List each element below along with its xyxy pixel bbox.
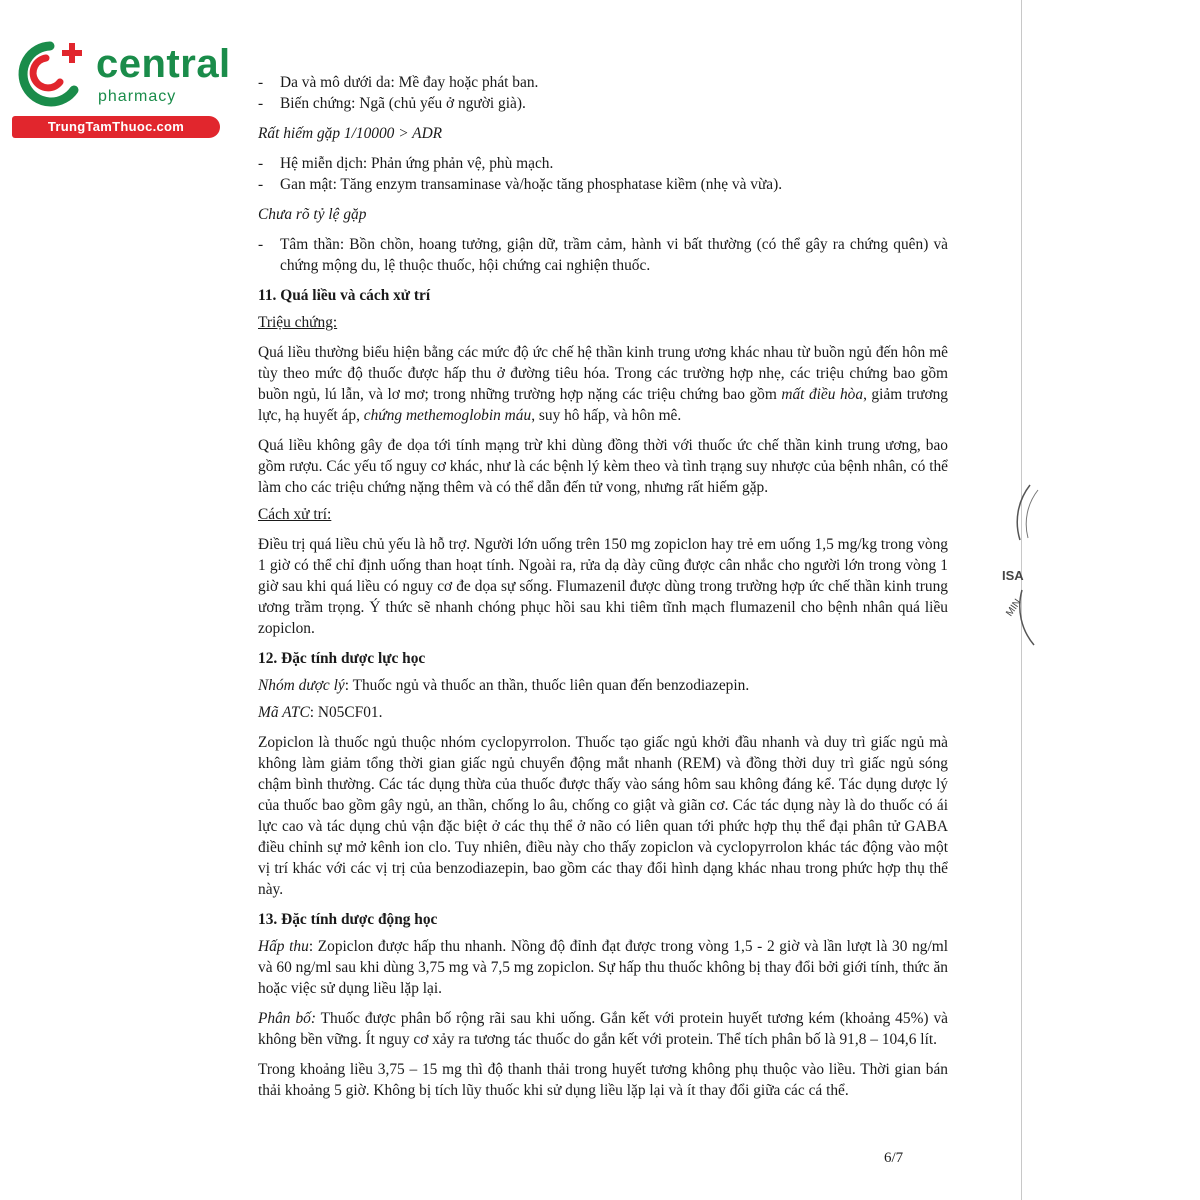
stamp-fragment-isa: ISA bbox=[1002, 568, 1024, 583]
logo-brand: central bbox=[96, 42, 231, 86]
paragraph: Zopiclon là thuốc ngủ thuộc nhóm cyclopyrrolon. Thuốc tạo giấc ngủ khởi đầu nhanh và duy trì giấc ngủ mà không làm giảm tổng thời gian giấc ngủ chuyển động mắt nhanh (REM) và đồng thời duy trì giấc ngủ sóng chậm bình thường. Các tác dụng thừa của thuốc được thấy vào sáng hôm sau không đáng kể. Tác dụng dược lý của thuốc bao gồm gây ngủ, an thần, chống lo âu, chống co giật và giãn cơ. Các tác dụng này là do thuốc có ái lực cao và tác dụng chủ vận đặc biệt ở các thụ thể ở não có liên quan tới phức hợp thụ thể đại phân tử GABA điều chỉnh sự mở kênh ion clo. Tuy nhiên, điều này cho thấy zopiclon và cyclopyrrolon khác tác động vào một vị trí khác với các vị trị của benzodiazepin, bao gồm các thay đổi hình dạng khác nhau trong phức hợp thụ thể này. bbox=[258, 734, 948, 898]
document-body bbox=[258, 72, 948, 1101]
list-item: - Biến chứng: Ngã (chủ yếu ở người già). bbox=[258, 95, 526, 112]
list-item: - Hệ miễn dịch: Phản ứng phản vệ, phù mạch. bbox=[258, 155, 554, 172]
central-pharmacy-logo bbox=[10, 36, 231, 146]
subheading-treatment: Cách xử trí: bbox=[258, 506, 332, 523]
list-item: - Gan mật: Tăng enzym transaminase và/hoặc tăng phosphatase kiềm (nhẹ và vừa). bbox=[258, 176, 783, 193]
list-item: - Tâm thần: Bồn chồn, hoang tưởng, giận dữ, trầm cảm, hành vi bất thường (có thể gây ra chứng quên) và chứng mộng du, lệ thuộc thuốc, hội chứng cai nghiện thuốc. bbox=[258, 236, 948, 274]
frequency-heading: Rất hiếm gặp 1/10000 > ADR bbox=[258, 125, 443, 142]
subheading-symptoms: Triệu chứng: bbox=[258, 314, 338, 331]
logo-website-banner: TrungTamThuoc.com bbox=[12, 116, 220, 138]
paragraph: Mã ATC: N05CF01. bbox=[258, 704, 383, 721]
list-item: - Da và mô dưới da: Mề đay hoặc phát ban. bbox=[258, 74, 539, 91]
logo-subtitle: pharmacy bbox=[98, 88, 177, 105]
page-number: 6/7 bbox=[884, 1150, 904, 1166]
partial-stamp bbox=[990, 480, 1050, 650]
paragraph: Nhóm dược lý: Thuốc ngủ và thuốc an thần, thuốc liên quan đến benzodiazepin. bbox=[258, 677, 750, 694]
section-11-title: 11. Quá liều và cách xử trí bbox=[258, 287, 431, 304]
paragraph: Trong khoảng liều 3,75 – 15 mg thì độ thanh thải trong huyết tương không phụ thuộc vào liều. Thời gian bán thải khoảng 5 giờ. Không bị tích lũy thuốc khi sử dụng liều lặp lại và ít thay đổi giữa các cá thể. bbox=[258, 1061, 948, 1099]
paragraph: Hấp thu: Zopiclon được hấp thu nhanh. Nồng độ đỉnh đạt được trong vòng 1,5 - 2 giờ và lần lượt là 30 ng/ml và 60 ng/ml sau khi dùng 3,75 mg và 7,5 mg zopiclon. Sự hấp thu thuốc không bị thay đổi bởi giới tính, thức ăn hoặc việc sử dụng liều lặp lại. bbox=[258, 938, 948, 997]
paragraph: Quá liều không gây đe dọa tới tính mạng trừ khi dùng đồng thời với thuốc ức chế thần kinh trung ương, bao gồm rượu. Các yếu tố nguy cơ khác, như là các bệnh lý kèm theo và tình trạng suy nhược của bệnh nhân, có thể làm cho các triệu chứng nặng thêm và có thể dẫn đến tử vong, nhưng rất hiếm gặp. bbox=[258, 437, 948, 496]
frequency-heading: Chưa rõ tỷ lệ gặp bbox=[258, 206, 367, 223]
section-12-title: 12. Đặc tính dược lực học bbox=[258, 650, 426, 667]
section-13-title: 13. Đặc tính dược động học bbox=[258, 911, 438, 928]
pharmacy-cross-icon bbox=[10, 38, 90, 108]
stamp-fragment-min: MIN bbox=[1004, 597, 1024, 619]
paragraph: Điều trị quá liều chủ yếu là hỗ trợ. Người lớn uống trên 150 mg zopiclon hay trẻ em uống 1,5 mg/kg trong vòng 1 giờ có thể chỉ định uống than hoạt tính. Ngoài ra, rửa dạ dày cũng được cân nhắc cho người lớn trong vòng 1 giờ sau khi quá liều có nguy cơ đe dọa sự sống. Flumazenil được dùng trong trường hợp ức chế thần kinh trung ương trầm trọng. Ý thức sẽ nhanh chóng phục hồi sau khi tiêm tĩnh mạch flumazenil cho bệnh nhân quá liều zopiclon. bbox=[258, 536, 948, 637]
paragraph: Phân bố: Thuốc được phân bố rộng rãi sau khi uống. Gắn kết với protein huyết tương kém (khoảng 45%) và không bền vững. Ít nguy cơ xảy ra tương tác thuốc do gắn kết với protein. Thể tích phân bố là 91,8 – 104,6 lít. bbox=[258, 1010, 948, 1048]
paragraph: Quá liều thường biểu hiện bằng các mức độ ức chế hệ thần kinh trung ương khác nhau từ buồn ngủ đến hôn mê tùy theo mức độ thuốc được hấp thu ở đường tiêu hóa. Trong các trường hợp nhẹ, các triệu chứng bao gồm buồn ngủ, lú lẫn, và lơ mơ; trong những trường hợp nặng các triệu chứng bao gồm mất điều hòa, giảm trương lực, hạ huyết áp, chứng methemoglobin máu, suy hô hấp, và hôn mê. bbox=[258, 344, 948, 424]
